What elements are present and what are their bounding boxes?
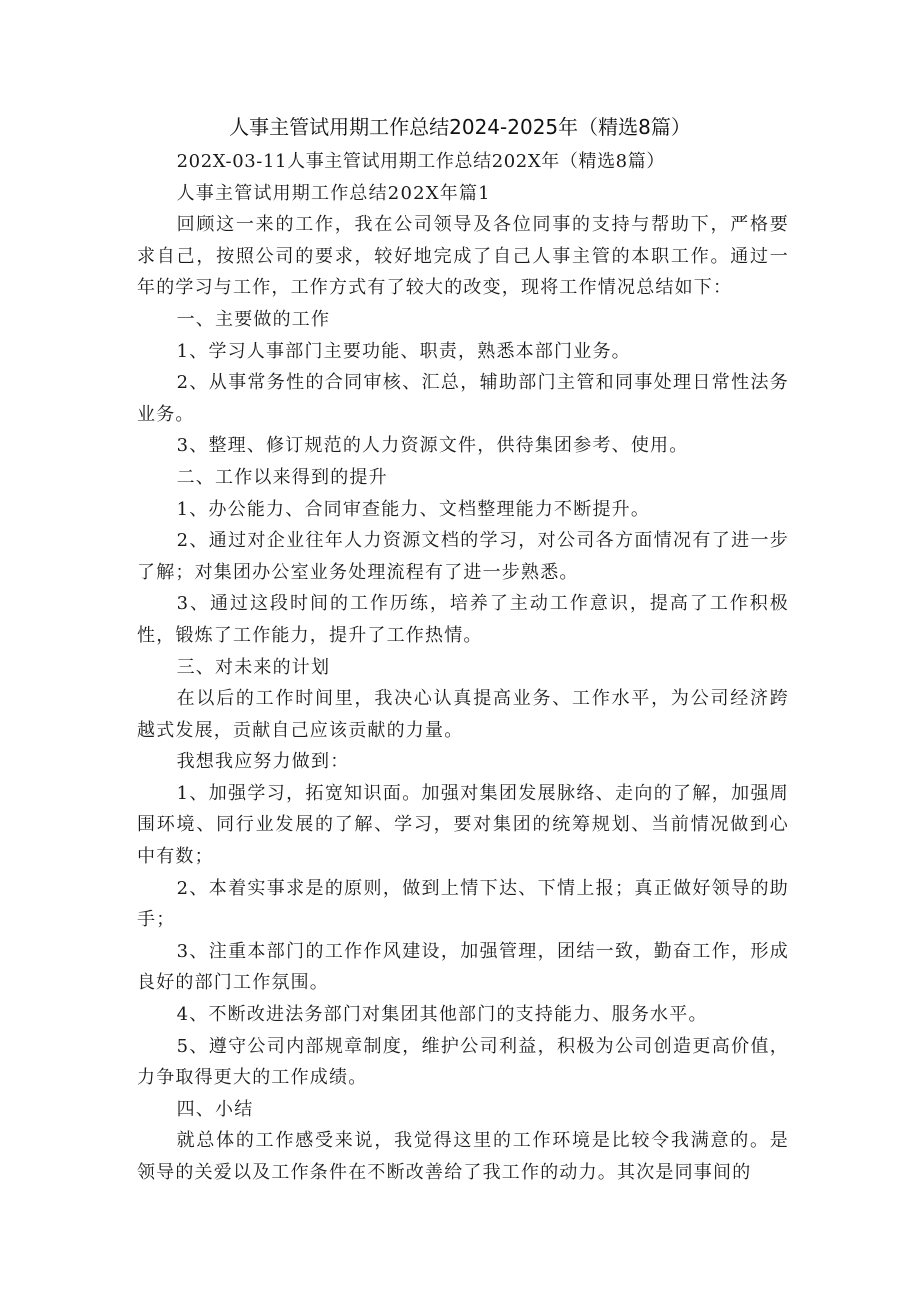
list-item: 2、通过对企业往年人力资源文档的学习，对公司各方面情况有了进一步了解；对集团办公室业务处理流程有了进一步熟悉。 (137, 530, 789, 583)
heading-summary: 四、小结 (176, 1098, 254, 1120)
heading-future-plan: 三、对未来的计划 (176, 656, 331, 678)
section-heading-article-1: 人事主管试用期工作总结202X年篇1 (176, 182, 491, 204)
document-body (137, 146, 789, 1189)
list-item: 1、学习人事部门主要功能、职责，熟悉本部门业务。 (176, 340, 631, 362)
list-item: 5、遵守公司内部规章制度，维护公司利益，积极为公司创造更高价值，力争取得更大的工作成绩。 (137, 1035, 789, 1089)
list-item: 2、本着实事求是的原则，做到上情下达、下情上报；真正做好领导的助手； (137, 877, 789, 931)
document-title: 人事主管试用期工作总结2024-2025年（精选8篇） (229, 115, 691, 139)
list-item: 2、从事常务性的合同审核、汇总，辅助部门主管和同事处理日常性法务业务。 (137, 372, 789, 425)
heading-main-work: 一、主要做的工作 (176, 308, 331, 330)
paragraph-summary: 就总体的工作感受来说，我觉得这里的工作环境是比较令我满意的。是领导的关爱以及工作条件在不断改善给了我工作的动力。其次是同事间的 (137, 1130, 789, 1183)
paragraph-plan: 在以后的工作时间里，我决心认真提高业务、工作水平，为公司经济跨越式发展，贡献自己应该贡献的力量。 (137, 688, 789, 741)
paragraph-goals-intro: 我想我应努力做到： (176, 751, 350, 773)
document-date-line: 202X-03-11人事主管试用期工作总结202X年（精选8篇） (176, 151, 665, 172)
list-item: 3、注重本部门的工作作风建设，加强管理，团结一致，勤奋工作，形成良好的部门工作氛围。 (137, 940, 789, 994)
list-item: 3、整理、修订规范的人力资源文件，供待集团参考、使用。 (176, 435, 689, 457)
paragraph-intro: 回顾这一来的工作，我在公司领导及各位同事的支持与帮助下，严格要求自己，按照公司的要求，较好地完成了自己人事主管的本职工作。通过一年的学习与工作，工作方式有了较大的改变，现将工作情况总结如下： (137, 214, 789, 299)
list-item: 1、加强学习，拓宽知识面。加强对集团发展脉络、走向的了解，加强周围环境、同行业发展的了解、学习，要对集团的统筹规划、当前情况做到心中有数； (137, 782, 789, 868)
list-item: 4、不断改进法务部门对集团其他部门的支持能力、服务水平。 (176, 1004, 708, 1026)
list-item: 3、通过这段时间的工作历练，培养了主动工作意识，提高了工作积极性，锻炼了工作能力，提升了工作热情。 (137, 593, 789, 646)
list-item: 1、办公能力、合同审查能力、文档整理能力不断提升。 (176, 498, 651, 520)
heading-improvements: 二、工作以来得到的提升 (176, 466, 388, 488)
